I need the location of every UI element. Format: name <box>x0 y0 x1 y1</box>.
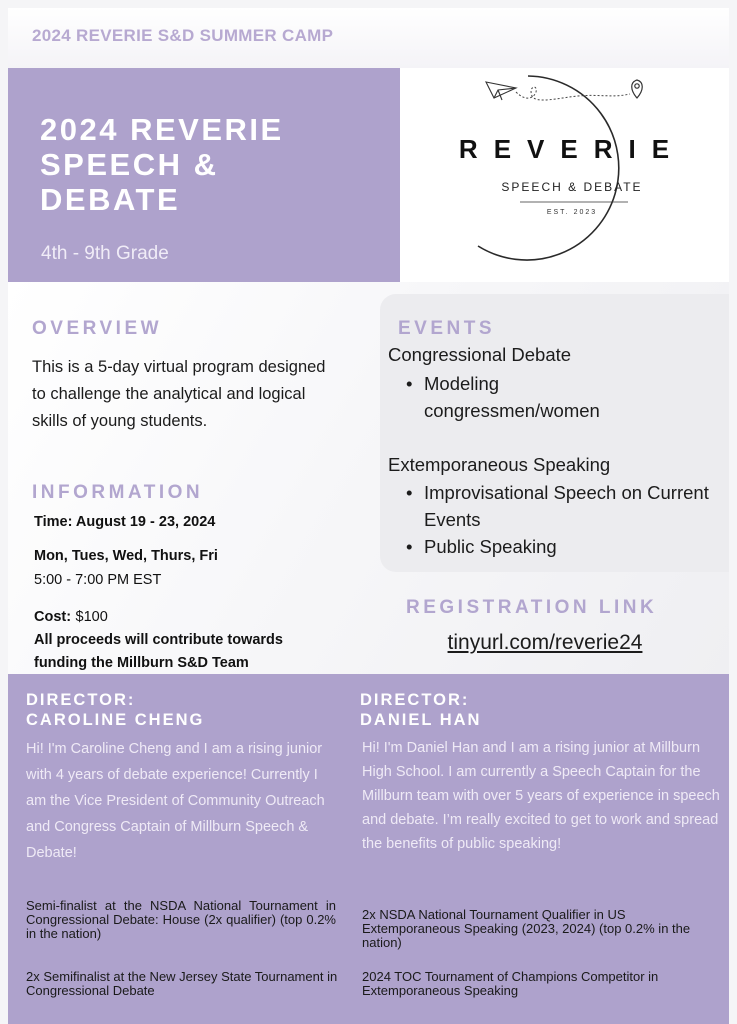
event-category: Extemporaneous Speaking <box>388 454 611 475</box>
event-list <box>400 370 650 424</box>
overview-heading: OVERVIEW <box>32 318 163 339</box>
registration-link[interactable]: tinyurl.com/reverie24 <box>447 631 643 654</box>
overview-text: This is a 5-day virtual program designed to challenge the analytical and logical skills of young students. <box>32 358 326 430</box>
info-proceeds-line: funding the Millburn S&D Team <box>34 655 249 671</box>
events-heading: EVENTS <box>398 318 496 339</box>
cost-value: $100 <box>75 609 108 625</box>
director-name: DANIEL HAN <box>360 711 482 729</box>
hero-title-line: 2024 REVERIE <box>40 112 284 147</box>
paper-plane-icon <box>486 82 516 100</box>
registration-heading: REGISTRATION LINK <box>406 597 658 618</box>
event-list <box>400 479 729 560</box>
cost-label: Cost: <box>34 609 72 625</box>
director-bio: Hi! I'm Caroline Cheng and I am a rising junior with 4 years of debate experience! Currently I am the Vice President of Community Outreach and Congress Captain of Millburn Speech & Debate! <box>26 741 325 861</box>
camp-title: 2024 REVERIE S&D SUMMER CAMP <box>32 26 334 45</box>
flyer <box>8 8 729 1024</box>
info-hours: 5:00 - 7:00 PM EST <box>34 572 162 588</box>
event-category: Congressional Debate <box>388 344 572 365</box>
director-achievement: 2x NSDA National Tournament Qualifier in US Extemporaneous Speaking (2023, 2024) (top 0.2% in the nation) <box>362 907 691 950</box>
logo-subtitle: SPEECH & DEBATE <box>501 180 643 194</box>
hero-title <box>40 112 380 217</box>
location-pin-icon <box>632 80 643 98</box>
info-proceeds-line: All proceeds will contribute towards <box>34 632 283 648</box>
grade-range: 4th - 9th Grade <box>41 243 169 264</box>
director-heading <box>26 690 204 730</box>
logo-wordmark: REVERIE <box>458 134 686 164</box>
hero-banner <box>8 68 400 282</box>
director-achievement: 2x Semifinalist at the New Jersey State Tournament in Congressional Debate <box>26 969 338 998</box>
event-item: • Improvisational Speech on Current Events <box>400 479 729 533</box>
director-heading <box>360 690 481 730</box>
logo-established: EST. 2023 <box>546 209 598 216</box>
logo-graphic <box>408 68 729 282</box>
info-days: Mon, Tues, Wed, Thurs, Fri <box>34 548 218 564</box>
info-cost <box>34 608 108 626</box>
reverie-logo <box>408 68 729 282</box>
top-strip <box>8 8 729 68</box>
director-label: DIRECTOR: <box>26 691 136 709</box>
director-achievement: 2024 TOC Tournament of Champions Competitor in Extemporaneous Speaking <box>362 969 659 998</box>
details-section <box>8 282 729 674</box>
hero-title-line: DEBATE <box>40 182 181 217</box>
event-item: • Modeling congressmen/women <box>400 370 650 424</box>
director-label: DIRECTOR: <box>360 691 470 709</box>
director-achievement: Semi-finalist at the NSDA National Tournament in Congressional Debate: House (2x qualifier) (top 0.2% in the nation) <box>26 898 336 941</box>
hero-title-line: SPEECH & <box>40 147 219 182</box>
directors-section <box>8 674 729 1024</box>
event-item: • Public Speaking <box>400 533 729 560</box>
director-bio: Hi! I'm Daniel Han and I am a rising junior at Millburn High School. I am currently a Speech Captain for the Millburn team with over 5 years of experience in speech and debate. I’m really excited to get to work and spread the benefits of public speaking! <box>362 740 720 852</box>
information-heading: INFORMATION <box>32 482 204 503</box>
logo-arc <box>478 76 619 260</box>
director-name: CAROLINE CHENG <box>26 711 205 729</box>
info-time: Time: August 19 - 23, 2024 <box>34 514 216 530</box>
